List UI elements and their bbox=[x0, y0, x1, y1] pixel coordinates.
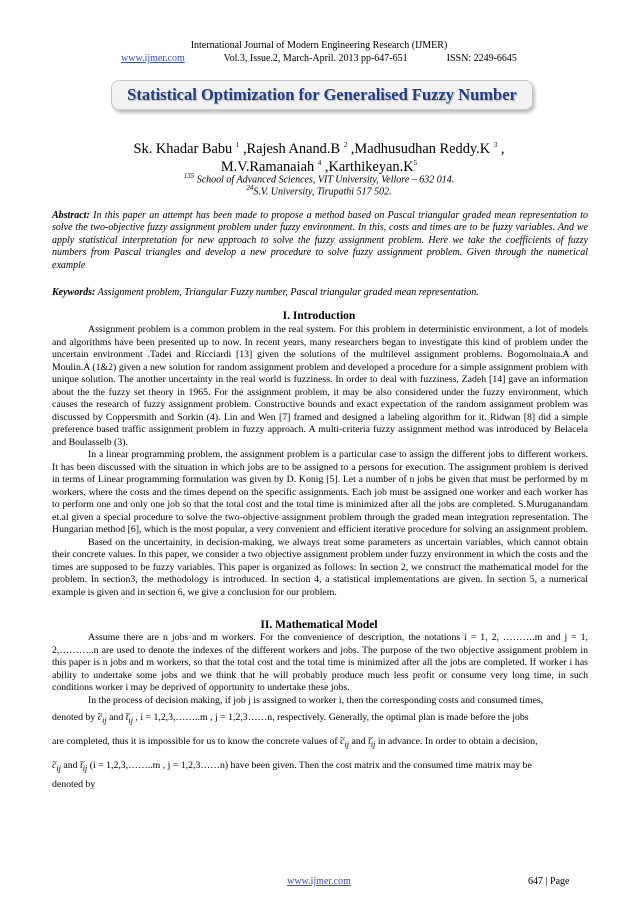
paper-title: Statistical Optimization for Generalised Fuzzy Number bbox=[127, 85, 517, 104]
author-3: Madhusudhan Reddy.K bbox=[354, 140, 491, 157]
journal-name: International Journal of Modern Engineering Research (IJMER) bbox=[190, 40, 448, 51]
affiliation-1-text: School of Advanced Sciences, VIT University, Vellore – 632 014. bbox=[196, 174, 455, 186]
author-4: M.V.Ramanaiah bbox=[220, 158, 315, 175]
keywords-text: Assignment problem, Triangular Fuzzy number, Pascal triangular graded mean representation. bbox=[97, 287, 479, 298]
title-box bbox=[111, 80, 533, 110]
t-ij-symbol: ~ $t_{ij}$ bbox=[126, 712, 133, 723]
affiliation-2-sup: 24 bbox=[246, 184, 254, 192]
section-1-paragraph-1: Assignment problem is a common problem in the real system. For this problem in deterministic environment, a lot of models and algorithms have been presented up to now. In recent years, many researchers began to investigate this kind of problem under the uncertain environment .Tadei and Ricciardi [13] given the solutions of the multilevel assignment problems. Bogomolnaia.A and Moulin.A (1&2) given a new solution for random assignment problem and developed a procedure for a simple assignment problem with unique solution. The another uncertainty in the real world is fuzziness. In order to deal with fuzziness, Zadeh [14] gave an information about the the fuzzy set theory in 1965. For the assignment problem, it may be also considered under the fuzzy environment, which causes the research of fuzzy assignment problem. Constructive bounds and exact expectation of the random assignment problem was discussed by Coppersmith and Sorkin (4). Lin and Wen [7] framed and designed a labeling algorithm for it. Ridwan [8] did a simple preference based traffic assignment problem in fuzzy approach. A multi-criteria fuzzy assignment method was introduced by Belacela and Boulasselb (3). bbox=[52, 324, 588, 448]
section-2-paragraph-2a: In the process of decision making, if job j is assigned to worker i, then the corresponding costs and consumed times, bbox=[88, 694, 544, 706]
section-1-paragraph-3: Based on the uncertainity, in decision-making, we always treat some parameters as uncertain variables, which cannot obtain their concrete values. In this paper, we consider a two objective assignment problem under fuzzy environment in which the costs and the times are supposed to be fuzzy variables. This paper is organized as follows: In section 2, we construct the mathematical model for the problem. In section3, the methodology is introduced. In section 4, a statistical implementations are given. In section 5, a numerical example is given and in section 6, we give a conclusion for our problem. bbox=[52, 536, 588, 598]
section-1-paragraph-2: In a linear programming problem, the assignment problem is a particular case to assign the different jobs to different workers. It has been discussed with the situation in which jobs are to be assigned to a persons for execution. The assignment problem is derived in terms of Linear programming formulation was given by D. Konig [5]. Let a number of n jobs be given that must be performed by m workers, where the costs and the times depend on the specific assignments. Each job must be assigned one worker and each worker has to perform one and only one job so that the total cost and the total time is minimized after all the jobs are completed. S.Muruganandam et.al given a special procedure to solve the two-objective assignment problem through the graded mean integration representation. The Hungarian method [6], which is the most popular, a very convenient and efficient iterative procedure for solving an assignment problem. bbox=[52, 449, 588, 535]
author-5: Karthikeyan.K bbox=[328, 158, 414, 175]
section-2-paragraph-1: Assume there are n jobs and m workers. For the convenience of description, the notations i = 1, 2, ……….m and j = 1, 2,………..n are used to denote the indexes of the different workers and jobs. The purpose of the two objective assignment problem in this paper is n jobs and m workers, so that the total cost and the total time is minimized after all the jobs are completed. If worker i has ability to undertake some jobs and we think that he will probably produce much less profit or consume very long time, in such conditions worker i may be deprived of opportunity to undertake these jobs. bbox=[52, 632, 588, 693]
abstract-label: Abstract bbox=[52, 210, 87, 221]
section-2-body bbox=[52, 632, 588, 791]
journal-meta bbox=[0, 53, 638, 64]
c-ij-symbol-2: ~ $c_{ij}$ bbox=[340, 736, 349, 747]
author-4-sup: 4 bbox=[317, 159, 322, 167]
c-ij-symbol-3: ~ $c_{ij}$ bbox=[52, 760, 61, 771]
author-1: Sk. Khadar Babu bbox=[133, 140, 233, 157]
author-2: Rajesh Anand.B bbox=[246, 140, 341, 157]
journal-issn: ISSN: 2249-6645 bbox=[446, 53, 517, 64]
journal-site-link[interactable]: www.ijmer.com bbox=[121, 53, 185, 64]
abstract-text: In this paper an attempt has been made to propose a method based on Pascal triangular graded mean representation to solve the two-objective fuzzy assignment problem under fuzzy environment. In this, costs and times are to be fuzzy variables. And we apply statistical interpretation for new approach to solve the fuzzy assignment problem. Here we take the coefficients of fuzzy numbers from Pascal triangles and develop a new procedure to solve fuzzy assignment problem. Given through the numerical example bbox=[52, 210, 589, 271]
t-ij-symbol-2: ~ $t_{ij}$ bbox=[368, 736, 375, 747]
c-ij-symbol: ~ $c_{ij}$ bbox=[98, 712, 107, 723]
affiliation-2 bbox=[0, 184, 638, 197]
affiliation-1-sup: 135 bbox=[183, 172, 195, 180]
t-ij-symbol-3: ~ $t_{ij}$ bbox=[80, 760, 87, 771]
authors-line-2: M.V.Ramanaiah $^4$ $,Karthikeyan.K^5$ bbox=[220, 158, 418, 175]
section-2-formula-line-2: are completed, thus it is impossible for us to know the concrete values of ~ $c_{ij}$ and ~ $t_{ij}$ in advance. In order to obtain a decision, bbox=[52, 731, 588, 755]
journal-volume: Vol.3, Issue.2, March-April. 2013 pp-647-651 bbox=[223, 53, 408, 64]
section-2-formula-line-1: denoted by ~ $c_{ij}$ and ~ $t_{ij}$ , i = 1,2,3,……..m , j = 1,2,3……n, respectively. Generally, the optimal plan is made before the jobs bbox=[52, 707, 588, 731]
section-1-body bbox=[52, 324, 588, 599]
author-3-sup: 3 bbox=[493, 141, 498, 149]
affiliation-2-text: S.V. University, Tirupathi 517 502. bbox=[253, 186, 392, 198]
section-2-formula-line-3: ~ $c_{ij}$ and ~ $t_{ij}$ (i = 1,2,3,……..m , j = 1,2,3……n) have been given. Then the cost matrix and the consumed time matrix may be bbox=[52, 755, 588, 779]
author-2-sup: 2 bbox=[343, 141, 348, 149]
section-2-heading: II. Mathematical Model bbox=[260, 619, 378, 631]
abstract: Abstract: In this paper an attempt has been made to propose a method based on Pascal triangular graded mean representation to solve the two-objective fuzzy assignment problem under fuzzy environment. In this, costs and times are to be fuzzy variables. And we apply statistical interpretation for new approach to solve the fuzzy assignment problem. Here we take the coefficients of fuzzy numbers from Pascal triangles and develop a new procedure to solve fuzzy assignment problem. Given through the numerical example bbox=[52, 210, 589, 271]
footer-site-link[interactable]: www.ijmer.com bbox=[287, 876, 351, 887]
section-1-heading: I. Introduction bbox=[282, 310, 356, 322]
page-number: 647 | Page bbox=[528, 876, 570, 887]
keywords-label: Keywords: bbox=[52, 287, 96, 298]
keywords bbox=[52, 287, 588, 298]
author-5-sup: 5 bbox=[413, 159, 418, 167]
section-2-paragraph-2g: denoted by bbox=[52, 778, 96, 790]
author-1-sup: 1 bbox=[235, 141, 240, 149]
authors-line-1: Sk. Khadar Babu $^1$ ,Rajesh Anand.B $^2$ ,Madhusudhan Reddy.K $^3$ , bbox=[133, 140, 505, 157]
